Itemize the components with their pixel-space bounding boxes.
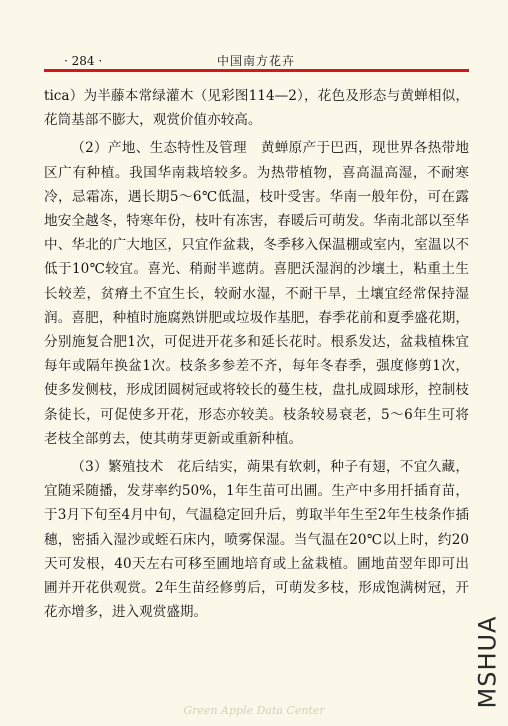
paragraph-origin-ecology: （2）产地、生态特性及管理 黄蝉原产于巴西，现世界各热带地区广有种植。我国华南栽培较多。为热带植物，喜高温高湿，不耐寒冷，忌霜冻，遇长期5～6℃低温，枝叶受害。华南一般年份，可在露地安全越冬，特寒年份，枝叶有冻害，春暖后可萌发。华南北部以至华中、华北的广大地区，只宜作盆栽，冬季移入保温棚或室内，室温以不低于10℃较宜。喜光、稍耐半遮荫。喜肥沃湿润的沙壤土，粘重土生长较差，贫瘠土不宜生长，较耐水湿，不耐干旱，土壤宜经常保持湿润。喜肥，种植时施腐熟饼肥或垃圾作基肥，春季花前和夏季盛花期，分别施复合肥1次，可促进开花多和延长花时。根系发达，盆栽植株宜每年或隔年换盆1次。枝条多参差不齐，每年冬春季，强度修剪1次，使多发侧枝，形成团圆树冠或将较长的蔓生枝，盘扎成圆球形，控制枝条徒长，可促使多开花，形态亦较美。枝条较易衰老，5～6年生可将老枝全部剪去，使其萌芽更新或重新种植。 <box>44 140 469 447</box>
paragraph-propagation: （3）繁殖技术 花后结实，蒴果有软刺，种子有翅，不宜久藏，宜随采随播，发芽率约50%，1年生苗可出圃。生产中多用扦插育苗，于3月下旬至4月中旬，气温稳定回升后，剪取半年生至2年生枝条作插穗，密插入湿沙或蛭石床内，喷雾保湿。当气温在20℃以上时，约20天可发根，40天左右可移至圃地培育或上盆栽植。圃地苗翌年即可出圃并开花供观赏。2年生苗经修剪后，可萌发多枝，形成饱满树冠，开花亦增多，进入观赏盛期。 <box>44 459 469 621</box>
side-watermark-text: MSHUA <box>473 615 502 709</box>
header-rule <box>44 69 469 72</box>
watermark: Green Apple Data Center <box>183 704 325 717</box>
running-title: 中国南方花卉 <box>216 54 295 68</box>
body-text <box>44 84 469 624</box>
page-number: · 284 · <box>64 54 103 68</box>
page-header <box>44 53 468 69</box>
side-watermark <box>470 612 504 712</box>
paragraph-continuation: tica）为半藤本常绿灌木（见彩图114—2），花色及形态与黄蝉相似，花筒基部不膨大，观赏价值亦较高。 <box>44 88 469 129</box>
